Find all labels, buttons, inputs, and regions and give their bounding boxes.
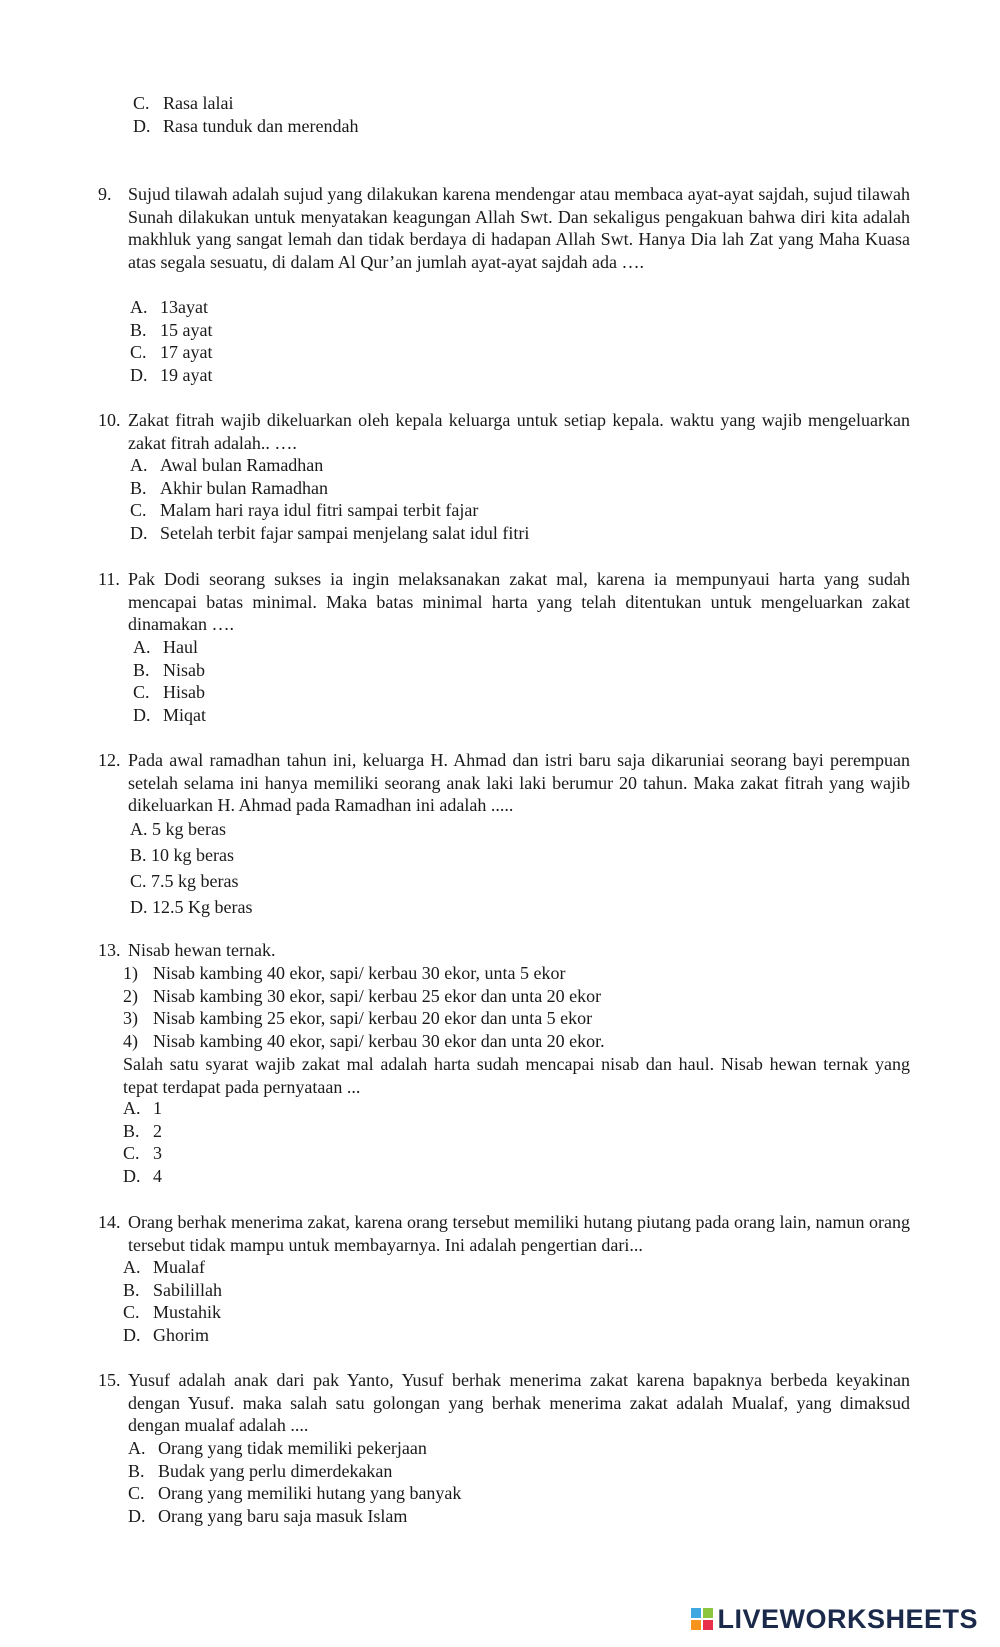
q12-option-a[interactable]: A. 5 kg beras: [130, 819, 226, 839]
q14-option-c[interactable]: C. Mustahik: [123, 1302, 222, 1322]
watermark-text: LIVEWORKSHEETS: [717, 1604, 978, 1634]
q14-option-b[interactable]: B. Sabilillah: [123, 1279, 222, 1300]
q12-option-c[interactable]: C. 7.5 kg beras: [130, 871, 239, 891]
question-number: 10.: [98, 410, 121, 430]
q14-option-d[interactable]: D. Ghorim: [123, 1324, 209, 1345]
q15-option-d[interactable]: D. Orang yang baru saja masuk Islam: [128, 1505, 408, 1526]
q11-option-b[interactable]: B. Nisab: [133, 659, 205, 680]
q14-option-a[interactable]: A. Mualaf: [123, 1257, 205, 1277]
question-text: Zakat fitrah wajib dikeluarkan oleh kepala keluarga untuk setiap kepala. waktu yang wajib mengeluarkan zakat fitrah adalah.. ….: [128, 410, 910, 453]
q8-option-d[interactable]: D. Rasa tunduk dan merendah: [133, 115, 359, 136]
q9-option-d[interactable]: D. 19 ayat: [130, 364, 213, 385]
q15-option-c[interactable]: C. Orang yang memiliki hutang yang banyak: [128, 1483, 462, 1503]
question-text: Sujud tilawah adalah sujud yang dilakukan karena mendengar atau membaca ayat-ayat sajdah, sujud tilawah Sunah dilakukan untuk menyatakan keagungan Allah Swt. Dan sekaligus pengakuan bahwa diri kita adalah makhluk yang sangat lemah dan tidak berdaya di hadapan Allah Swt. Hanya Dia lah Zat yang Maha Kuasa atas segala sesuatu, di dalam Al Qur’an jumlah ayat-ayat sajdah ada ….: [128, 184, 910, 272]
q15-option-b[interactable]: B. Budak yang perlu dimerdekakan: [128, 1460, 393, 1481]
q12-options: [130, 816, 252, 920]
q15-option-a[interactable]: A. Orang yang tidak memiliki pekerjaan: [128, 1438, 427, 1458]
q14-options: [123, 1256, 222, 1346]
question-text: Pada awal ramadhan tahun ini, keluarga H. Ahmad dan istri baru saja dikaruniai seorang bayi perempuan setelah selama ini hanya memiliki seorang anak laki laki berumur 20 tahun. Maka zakat fitrah yang wajib dikeluarkan H. Ahmad pada Ramadhan ini adalah .....: [128, 750, 910, 815]
q10-option-d[interactable]: D. Setelah terbit fajar sampai menjelang salat idul fitri: [130, 522, 530, 543]
q13-statement: 2) Nisab kambing 30 ekor, sapi/ kerbau 25 ekor dan unta 20 ekor: [123, 985, 602, 1006]
q10-option-b[interactable]: B. Akhir bulan Ramadhan: [130, 477, 328, 498]
question-text: Pak Dodi seorang sukses ia ingin melaksanakan zakat mal, karena ia mempunyaui harta yang sudah mencapai batas minimal. Maka batas minimal harta yang telah ditentukan untuk mengeluarkan zakat dinamakan ….: [128, 569, 910, 634]
logo-square: [691, 1620, 701, 1630]
q13-option-b[interactable]: B. 2: [123, 1120, 162, 1141]
q9-option-c[interactable]: C. 17 ayat: [130, 342, 213, 362]
q13-option-c[interactable]: C. 3: [123, 1143, 162, 1163]
q11-option-a[interactable]: A. Haul: [133, 637, 198, 657]
q12-option-d[interactable]: D. 12.5 Kg beras: [130, 897, 253, 917]
q10-option-a[interactable]: A. Awal bulan Ramadhan: [130, 455, 324, 475]
q8-options: [133, 92, 358, 137]
question-number: 12.: [98, 750, 121, 770]
q13-option-a[interactable]: A. 1: [123, 1098, 162, 1118]
q13-question: Salah satu syarat wajib zakat mal adalah harta sudah mencapai nisab dan haul. Nisab hewan ternak yang tepat terdapat pada pernyataan ...: [123, 1054, 910, 1097]
logo-square: [703, 1608, 713, 1618]
q13-statements: [123, 962, 605, 1052]
liveworksheets-watermark: [691, 1604, 978, 1634]
q13-statement: 1) Nisab kambing 40 ekor, sapi/ kerbau 30 ekor, unta 5 ekor: [123, 963, 566, 983]
question-13-title: [98, 939, 275, 962]
logo-square: [691, 1608, 701, 1618]
q13-statement: 4) Nisab kambing 40 ekor, sapi/ kerbau 30 ekor dan unta 20 ekor.: [123, 1030, 605, 1051]
q13-options: [123, 1097, 162, 1187]
liveworksheets-logo-icon: [691, 1608, 713, 1630]
logo-square: [703, 1620, 713, 1630]
q13-option-d[interactable]: D. 4: [123, 1165, 162, 1186]
question-number: 13.: [98, 940, 121, 960]
q11-options: [133, 636, 206, 726]
question-number: 11.: [98, 569, 120, 589]
q9-option-b[interactable]: B. 15 ayat: [130, 319, 213, 340]
question-10: [98, 409, 910, 454]
question-14: [98, 1211, 910, 1256]
q8-option-c[interactable]: C. Rasa lalai: [133, 93, 234, 113]
q10-option-c[interactable]: C. Malam hari raya idul fitri sampai terbit fajar: [130, 500, 479, 520]
question-number: 14.: [98, 1212, 121, 1232]
question-15: [98, 1369, 910, 1437]
question-number: 15.: [98, 1370, 121, 1390]
q12-option-b[interactable]: B. 10 kg beras: [130, 845, 234, 865]
q11-option-c[interactable]: C. Hisab: [133, 682, 205, 702]
q9-options: [130, 296, 212, 386]
question-12: [98, 749, 910, 817]
question-text: Orang berhak menerima zakat, karena orang tersebut memiliki hutang piutang pada orang lain, namun orang tersebut tidak mampu untuk membayarnya. Ini adalah pengertian dari...: [128, 1212, 910, 1255]
question-9: [98, 183, 910, 273]
q13-statement: 3) Nisab kambing 25 ekor, sapi/ kerbau 20 ekor dan unta 5 ekor: [123, 1008, 593, 1028]
question-number: 9.: [98, 184, 112, 204]
q11-option-d[interactable]: D. Miqat: [133, 704, 206, 725]
q10-options: [130, 454, 529, 544]
question-title: Nisab hewan ternak.: [128, 940, 276, 960]
q15-options: [128, 1437, 461, 1527]
question-11: [98, 568, 910, 636]
q9-option-a[interactable]: A. 13ayat: [130, 297, 208, 317]
question-text: Yusuf adalah anak dari pak Yanto, Yusuf berhak menerima zakat karena bapaknya berbeda keyakinan dengan Yusuf. maka salah satu golongan yang berhak menerima zakat adalah Mualaf, yang dimaksud dengan mualaf adalah ....: [128, 1370, 910, 1435]
